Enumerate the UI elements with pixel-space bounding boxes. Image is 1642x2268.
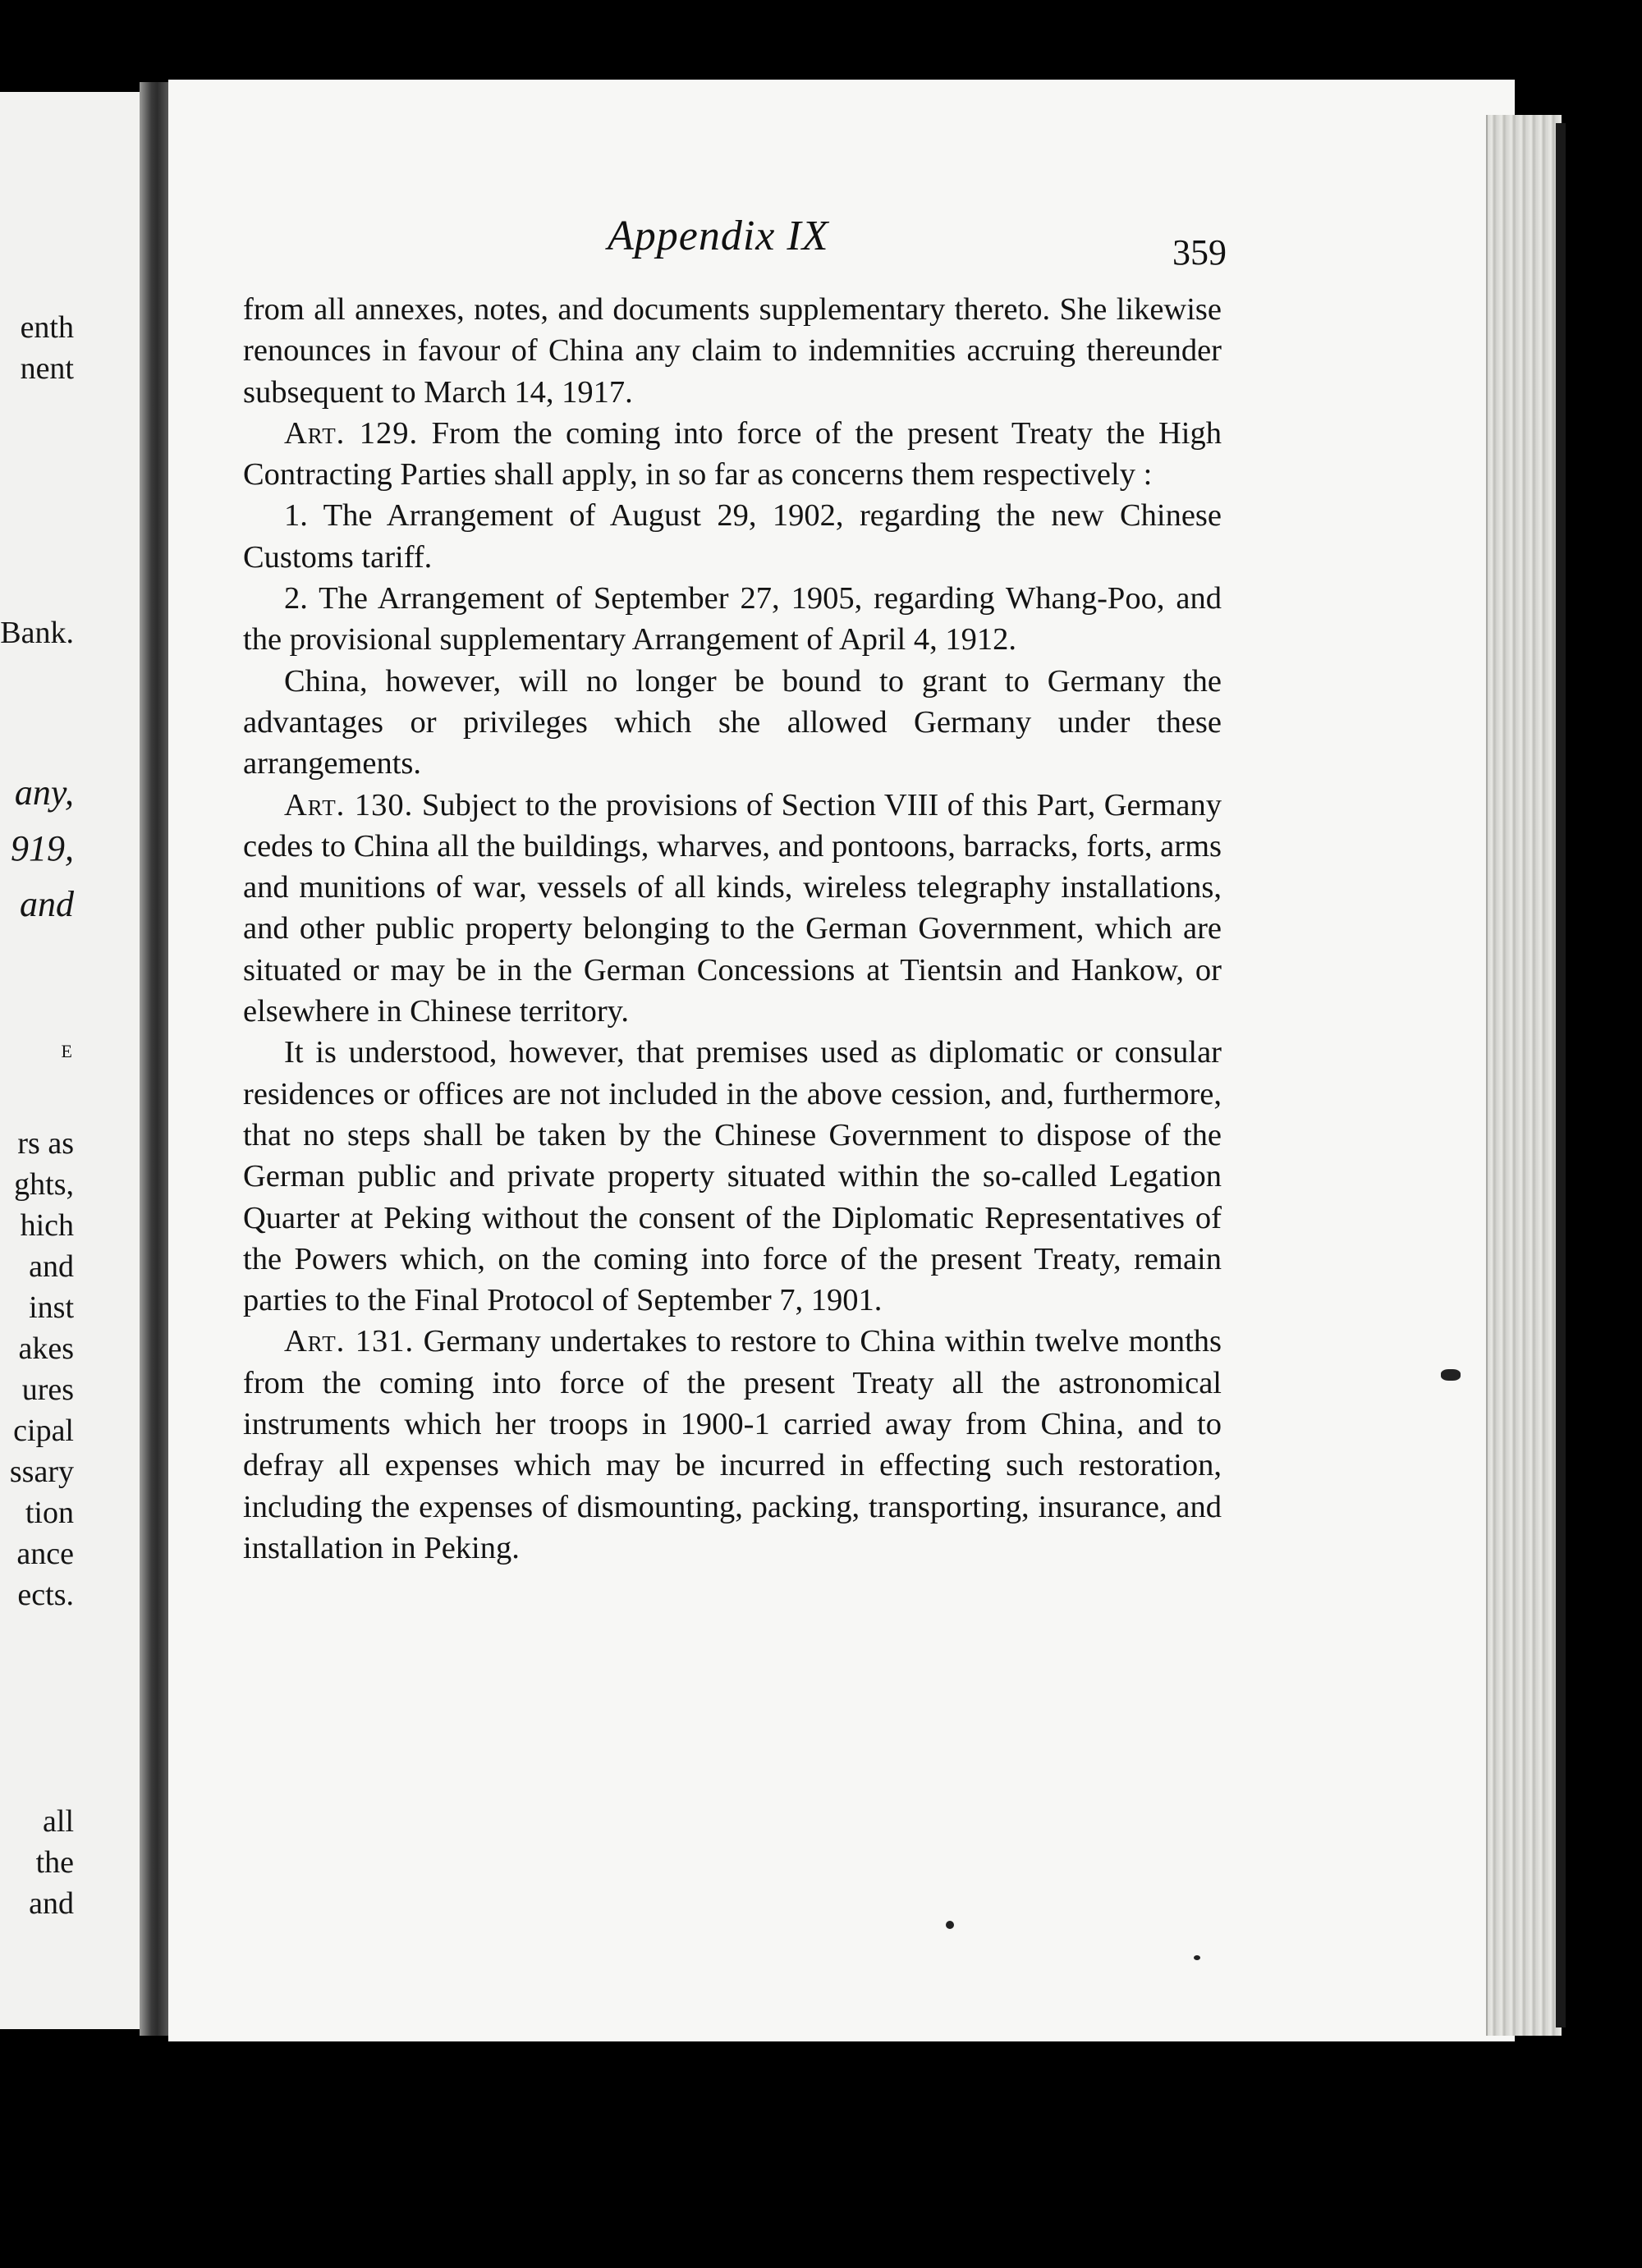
- running-head: Appendix IX: [608, 213, 829, 259]
- left-page-text: Bank.: [0, 616, 74, 650]
- left-page-text: and: [29, 1249, 74, 1284]
- left-page-text: ures: [21, 1372, 74, 1407]
- article-130: [243, 785, 1222, 1033]
- print-speck: [1441, 1369, 1461, 1381]
- paragraph: from all annexes, notes, and documents supplementary thereto. She likewise renounces in favour of China any claim to indemnities accruing thereunder subsequent to March 14, 1917.: [243, 292, 1222, 410]
- left-page-text: any,: [14, 772, 74, 813]
- page-edge-shadow: [1556, 123, 1566, 2027]
- page-number: 359: [1172, 232, 1227, 273]
- article-label: Art. 131.: [284, 1324, 415, 1359]
- left-page-text: all: [43, 1804, 74, 1839]
- article-129: [243, 413, 1222, 496]
- left-page-text: and: [29, 1886, 74, 1921]
- left-page-text: nent: [20, 351, 74, 386]
- left-page-text: cipal: [13, 1413, 74, 1448]
- left-page-text: inst: [29, 1290, 74, 1325]
- left-page-text: enth: [20, 310, 74, 345]
- article-text: Germany undertakes to restore to China within twelve months from the coming into force of the present Treaty all the astronomical instruments which her troops in 1900-1 carried away from China, and to defray all expenses which may be incurred in effecting such restoration, including the expenses of dismounting, packing, transporting, insurance, and installation in Peking.: [243, 1324, 1222, 1565]
- article-text: From the coming into force of the present Treaty the High Contracting Parties shall apply, in so far as concerns them respectively :: [243, 415, 1222, 493]
- left-page-text: rs as: [17, 1126, 74, 1161]
- book-gutter: [140, 82, 169, 2036]
- left-page-text: akes: [18, 1331, 74, 1366]
- left-page-text: and: [20, 884, 74, 924]
- left-page-text: tion: [25, 1496, 74, 1530]
- list-item: 2. The Arrangement of September 27, 1905, regarding Whang-Poo, and the provisional supplementary Arrangement of April 4, 1912.: [243, 581, 1222, 657]
- article-label: Art. 129.: [284, 415, 419, 451]
- print-speck: [1194, 1955, 1200, 1960]
- article-text: Subject to the provisions of Section VIII of this Part, Germany cedes to China all the buildings, wharves, and pontoons, barracks, forts, arms and munitions of war, vessels of all kinds, wireless telegraphy installations, and other public property belonging to the German Government, which are situated or may be in the German Concessions at Tientsin and Hankow, or elsewhere in Chinese territory.: [243, 787, 1222, 1029]
- left-page-text: ssary: [9, 1455, 74, 1489]
- list-item: 1. The Arrangement of August 29, 1902, regarding the new Chinese Customs tariff.: [243, 498, 1222, 575]
- article-131: [243, 1321, 1222, 1569]
- left-page-text: the: [35, 1845, 74, 1880]
- paragraph: It is understood, however, that premises used as diplomatic or consular residences or offices are not included in the above cession, and, furthermore, that no steps shall be taken by the Chinese Government to dispose of the German public and private property situated within the so-called Legation Quarter at Peking without the consent of the Diplomatic Representatives of the Powers which, on the coming into force of the present Treaty, remain parties to the Final Protocol of September 7, 1901.: [243, 1035, 1222, 1318]
- paragraph: China, however, will no longer be bound to grant to Germany the advantages or privileges which she allowed Germany under these arrangements.: [243, 663, 1222, 781]
- previous-page-fragment: [0, 92, 149, 2029]
- left-page-text: 919,: [11, 828, 74, 868]
- print-speck: [946, 1921, 954, 1929]
- left-page-text: ance: [16, 1537, 74, 1571]
- body-text: [243, 289, 1222, 1569]
- page-edges: [1486, 115, 1562, 2036]
- article-label: Art. 130.: [284, 787, 414, 822]
- left-page-text: hich: [20, 1208, 74, 1243]
- left-page-text: E: [61, 1041, 74, 1061]
- left-page-text: ects.: [17, 1578, 74, 1612]
- left-page-text: ghts,: [14, 1167, 74, 1202]
